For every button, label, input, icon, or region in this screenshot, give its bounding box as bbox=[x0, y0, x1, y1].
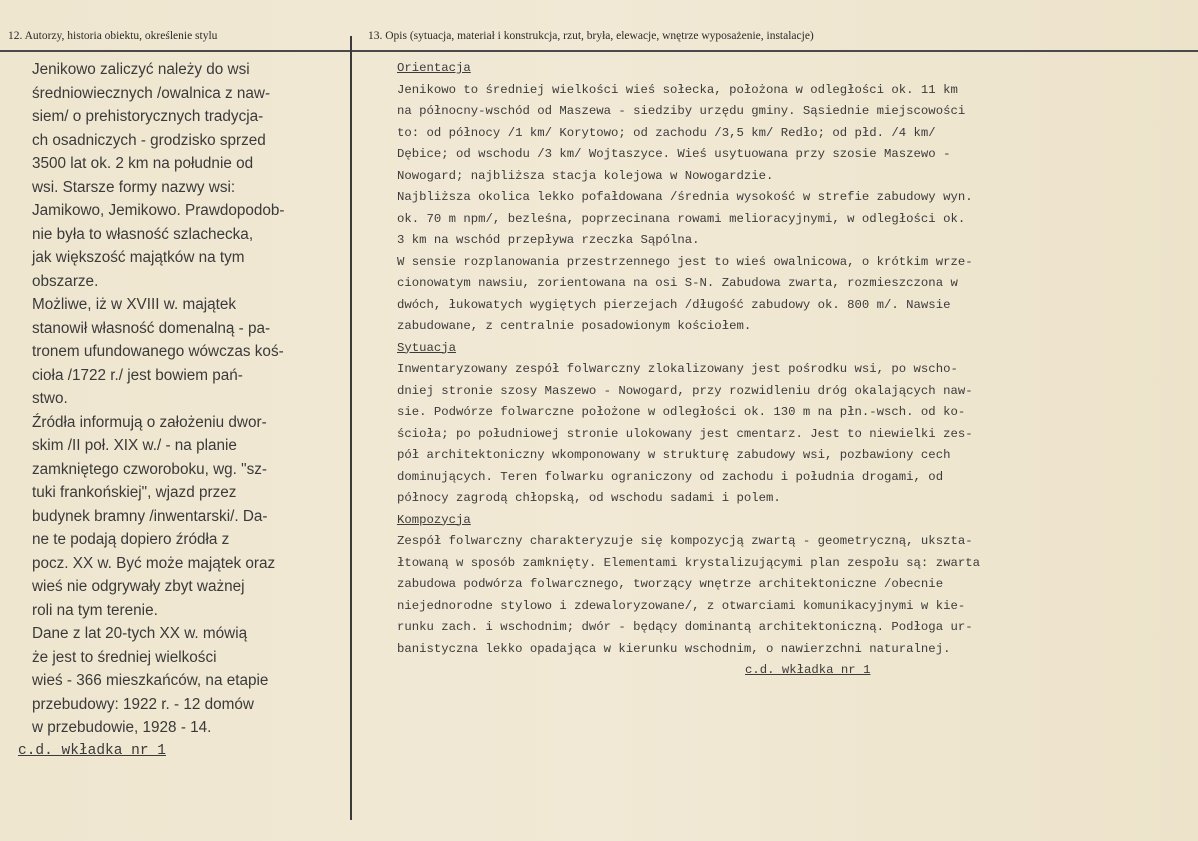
history-line: siem/ o prehistorycznych tradycja- bbox=[32, 108, 264, 125]
history-line: stwo. bbox=[32, 390, 68, 407]
history-line: tuki frankońskiej", wjazd przez bbox=[32, 484, 237, 501]
history-line: wieś nie odgrywały zbyt ważnej bbox=[32, 578, 245, 595]
description-line: północy zagrodą chłopską, od wschodu sadami i polem. bbox=[397, 491, 781, 505]
description-line: sie. Podwórze folwarczne położone w odległości ok. 130 m na płn.-wsch. od ko- bbox=[397, 405, 966, 419]
description-line: Inwentaryzowany zespół folwarczny zlokalizowany jest pośrodku wsi, po wscho- bbox=[397, 362, 958, 376]
history-line: cioła /1722 r./ jest bowiem pań- bbox=[32, 366, 243, 384]
description-line: banistyczna lekko opadająca w kierunku wschodnim, o nawierzchni naturalnej. bbox=[397, 641, 951, 656]
description-line: Jenikowo to średniej wielkości wieś sołecka, położona w odległości ok. 11 km bbox=[397, 82, 958, 97]
description-line: dominujących. Teren folwarku ograniczony od zachodu i południa drogami, od bbox=[397, 469, 944, 484]
history-continuation: c.d. wkładka nr 1 bbox=[18, 742, 166, 759]
history-line: w przebudowie, 1928 - 14. bbox=[32, 719, 212, 736]
description-line: Nowogard; najbliższa stacja kolejowa w Nowogardzie. bbox=[397, 168, 774, 183]
section-heading: Orientacja bbox=[397, 61, 471, 75]
history-line: wsi. Starsze formy nazwy wsi: bbox=[32, 178, 236, 196]
description-line: Dębice; od wschodu /3 km/ Wojtaszyce. Wieś usytuowana przy szosie Maszewo - bbox=[397, 147, 951, 161]
history-line: budynek bramny /inwentarski/. Da- bbox=[32, 507, 268, 525]
history-line: nie była to własność szlachecka, bbox=[32, 225, 254, 243]
description-line: zabudowa podwórza folwarcznego, tworzący wnętrze architektoniczne /obecnie bbox=[397, 577, 944, 591]
section-12-header: 12. Autorzy, historia obiektu, określenie stylu bbox=[8, 30, 218, 42]
description-line: Najbliższa okolica lekko pofałdowana /średnia wysokość w strefie zabudowy wyn. bbox=[397, 190, 973, 204]
history-line: średniowiecznych /owalnica z naw- bbox=[32, 84, 271, 102]
description-line: dniej stronie szosy Maszewo - Nowogard, przy rozwidleniu dróg okalających naw- bbox=[397, 383, 973, 398]
history-line: roli na tym terenie. bbox=[32, 601, 158, 619]
description-line: zabudowane, z centralnie posadowionym kościołem. bbox=[397, 319, 752, 333]
section-heading: Sytuacja bbox=[397, 340, 457, 355]
description-line: cionowatym nawsiu, zorientowana na osi S-N. Zabudowa zwarta, rozmieszczona w bbox=[397, 276, 958, 290]
description-continuation: c.d. wkładka nr 1 bbox=[745, 663, 871, 677]
description-line: ok. 70 m npm/, bezleśna, poprzecinana rowami melioracyjnymi, w odległości ok. bbox=[397, 211, 966, 226]
history-line: przebudowy: 1922 r. - 12 domów bbox=[32, 695, 254, 713]
description-line: na północny-wschód od Maszewa - siedziby urzędu gminy. Sąsiednie miejscowości bbox=[397, 104, 966, 118]
history-line: Jamikowo, Jemikowo. Prawdopodob- bbox=[32, 202, 285, 219]
history-line: wieś - 366 mieszkańców, na etapie bbox=[32, 672, 269, 689]
header-rule bbox=[0, 50, 1198, 52]
section-13-header: 13. Opis (sytuacja, materiał i konstrukcja, rzut, bryła, elewacje, wnętrze wyposażenie, instalacje) bbox=[368, 30, 814, 42]
description-line: to: od północy /1 km/ Korytowo; od zachodu /3,5 km/ Redło; od płd. /4 km/ bbox=[397, 125, 936, 140]
column-divider bbox=[350, 36, 352, 820]
history-line: Jenikowo zaliczyć należy do wsi bbox=[32, 61, 250, 78]
description-line: dwóch, łukowatych wygiętych pierzejach /długość zabudowy ok. 800 m/. Nawsie bbox=[397, 297, 951, 312]
description-line: ścioła; po południowej stronie ulokowany jest cmentarz. Jest to niewielki zes- bbox=[397, 426, 973, 441]
history-line: ne te podają dopiero źródła z bbox=[32, 531, 230, 548]
description-line: niejednorodne stylowo i zdewaloryzowane/, z otwarciami komunikacyjnymi w kie- bbox=[397, 598, 966, 613]
history-line: Źródła informują o założeniu dwor- bbox=[32, 413, 267, 431]
history-line: Możliwe, iż w XVIII w. majątek bbox=[32, 296, 237, 313]
description-line: W sensie rozplanowania przestrzennego jest to wieś owalnicowa, o krótkim wrze- bbox=[397, 254, 973, 269]
history-line: 3500 lat ok. 2 km na południe od bbox=[32, 155, 254, 172]
history-line: Dane z lat 20-tych XX w. mówią bbox=[32, 625, 248, 642]
section-heading: Kompozycja bbox=[397, 512, 471, 527]
history-line: stanowił własność domenalną - pa- bbox=[32, 319, 271, 337]
history-line: jak większość majątków na tym bbox=[32, 249, 245, 266]
description-line: łtowaną w sposób zamknięty. Elementami krystalizującymi plan zespołu są: zwarta bbox=[397, 555, 980, 570]
history-column bbox=[18, 58, 350, 763]
history-line: że jest to średniej wielkości bbox=[32, 648, 217, 666]
history-line: ch osadniczych - grodzisko sprzed bbox=[32, 131, 266, 149]
history-line: skim /II poł. XIX w./ - na planie bbox=[32, 437, 237, 454]
history-line: pocz. XX w. Być może majątek oraz bbox=[32, 554, 276, 572]
history-line: tronem ufundowanego wówczas koś- bbox=[32, 343, 284, 360]
description-column bbox=[397, 58, 1197, 682]
description-line: pół architektoniczny wkomponowany w strukturę zabudowy wsi, pozbawiony cech bbox=[397, 448, 951, 462]
history-line: zamkniętego czworoboku, wg. "sz- bbox=[32, 460, 267, 478]
description-line: 3 km na wschód przepływa rzeczka Sąpólna. bbox=[397, 233, 700, 247]
description-line: runku zach. i wschodnim; dwór - będący dominantą architektoniczną. Podłoga ur- bbox=[397, 620, 973, 634]
history-line: obszarze. bbox=[32, 272, 99, 290]
description-line: Zespół folwarczny charakteryzuje się kompozycją zwartą - geometryczną, ukszta- bbox=[397, 534, 973, 548]
